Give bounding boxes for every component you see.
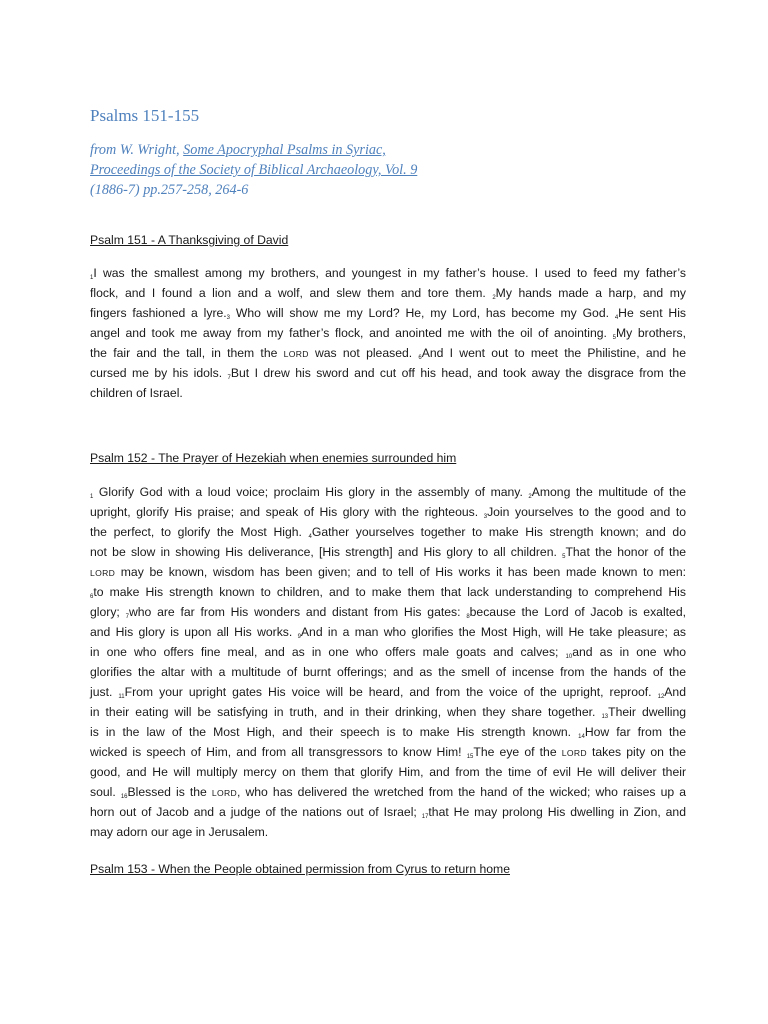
verse-number: 11 bbox=[118, 694, 125, 700]
verse-text: takes pity on the bbox=[586, 745, 687, 759]
verse-text: cursed me by his idols. bbox=[90, 366, 228, 380]
psalm-152-text bbox=[90, 482, 686, 842]
psalm-151-text bbox=[90, 263, 686, 403]
verse-number: 14 bbox=[578, 734, 585, 740]
citation-link-2[interactable]: Proceedings of the Society of Biblical Archaeology, Vol. 9 bbox=[90, 162, 418, 178]
text-line bbox=[90, 383, 686, 403]
verse-text: And in a man who glorifies the Most High, will He take pleasure; as bbox=[300, 625, 686, 639]
verse-number: 13 bbox=[601, 714, 609, 720]
verse-number: 10 bbox=[565, 654, 573, 660]
verse-number: 6 bbox=[418, 355, 422, 361]
verse-text: My hands made a harp, and my bbox=[495, 286, 686, 300]
verse-text: He sent His bbox=[618, 306, 686, 320]
citation-line-3: (1886-7) pp.257-258, 264-6 bbox=[90, 182, 249, 198]
verse-text: glorifies the altar with a multitude of burnt offerings; and as the smell of incense from the hands of the bbox=[90, 665, 686, 679]
text-line bbox=[90, 303, 686, 323]
verse-text: fingers fashioned a lyre. bbox=[90, 306, 227, 320]
small-caps-lord: LORD bbox=[90, 568, 116, 578]
verse-text: And I went out to meet the Philistine, and he bbox=[421, 346, 686, 360]
verse-text: The eye of the bbox=[473, 745, 562, 759]
verse-number: 3 bbox=[483, 514, 488, 520]
verse-text: and as in one who bbox=[572, 645, 686, 659]
text-line bbox=[90, 582, 686, 602]
verse-text: From your upright gates His voice will be heard, and from the voice of the upright, reproof. bbox=[124, 685, 658, 699]
verse-text: the fair and the tall, in them the bbox=[90, 346, 284, 360]
verse-text: Join yourselves to the good and to bbox=[487, 505, 686, 519]
verse-number: 5 bbox=[612, 335, 616, 341]
text-line bbox=[90, 742, 686, 762]
text-line bbox=[90, 762, 686, 782]
verse-number: 5 bbox=[562, 554, 566, 560]
citation-line-1 bbox=[90, 140, 417, 160]
text-line bbox=[90, 502, 686, 522]
text-line bbox=[90, 363, 686, 383]
text-line bbox=[90, 622, 686, 642]
psalm-152-heading: Psalm 152 - The Prayer of Hezekiah when enemies surrounded him bbox=[90, 451, 457, 465]
verse-text: that He may prolong His dwelling in Zion, and bbox=[428, 805, 686, 819]
verse-text: I was the smallest among my brothers, and youngest in my father’s house. I used to feed my father’s bbox=[93, 266, 686, 280]
verse-number: 2 bbox=[492, 295, 496, 301]
verse-number: 1 bbox=[90, 275, 94, 281]
text-line bbox=[90, 263, 686, 283]
verse-number: 1 bbox=[90, 494, 94, 500]
verse-number: 2 bbox=[528, 494, 532, 500]
verse-text: flock, and I found a lion and a wolf, and slew them and tore them. bbox=[90, 286, 493, 300]
verse-number: 6 bbox=[90, 594, 94, 600]
text-line bbox=[90, 802, 686, 822]
citation-line-2 bbox=[90, 160, 417, 180]
verse-text: in one who offers fine meal, and as in one who offers male goats and calves; bbox=[90, 645, 566, 659]
source-citation bbox=[90, 140, 417, 200]
verse-text: Among the multitude of the bbox=[531, 485, 686, 499]
citation-link-1[interactable]: Some Apocryphal Psalms in Syriac, bbox=[183, 142, 386, 158]
verse-number: 17 bbox=[421, 814, 429, 820]
verse-text: Who will show me my Lord? He, my Lord, has become my God. bbox=[230, 306, 615, 320]
verse-text: glory; bbox=[90, 605, 126, 619]
text-line bbox=[90, 682, 686, 702]
verse-text: just. bbox=[90, 685, 119, 699]
verse-text: was not pleased. bbox=[308, 346, 419, 360]
verse-text: That the honor of the bbox=[565, 545, 686, 559]
text-line bbox=[90, 522, 686, 542]
text-line bbox=[90, 542, 686, 562]
verse-text: How far from the bbox=[584, 725, 686, 739]
text-line bbox=[90, 482, 686, 502]
small-caps-lord: LORD bbox=[211, 788, 237, 798]
verse-number: 8 bbox=[466, 614, 470, 620]
verse-number: 4 bbox=[614, 315, 619, 321]
verse-text: may adorn our age in Jerusalem. bbox=[90, 825, 269, 839]
text-line bbox=[90, 662, 686, 682]
verse-text: But I drew his sword and cut off his head, and took away the disgrace from the bbox=[230, 366, 686, 380]
citation-prefix: from W. Wright, bbox=[90, 142, 184, 158]
verse-text: Glorify God with a loud voice; proclaim His glory in the assembly of many. bbox=[93, 485, 529, 499]
verse-text: Their dwelling bbox=[608, 705, 686, 719]
text-line bbox=[90, 702, 686, 722]
verse-text: My brothers, bbox=[615, 326, 686, 340]
text-line bbox=[90, 822, 686, 842]
psalm-153-heading: Psalm 153 - When the People obtained permission from Cyrus to return home bbox=[90, 862, 510, 876]
verse-text: in their eating will be satisfying in truth, and in their drinking, when they share together. bbox=[90, 705, 602, 719]
verse-text: upright, glorify His praise; and speak of His glory with the righteous. bbox=[90, 505, 484, 519]
text-line bbox=[90, 283, 686, 303]
text-line bbox=[90, 602, 686, 622]
text-line bbox=[90, 642, 686, 662]
verse-text: Blessed is the bbox=[127, 785, 212, 799]
verse-number: 12 bbox=[657, 694, 665, 700]
psalm-151-heading: Psalm 151 - A Thanksgiving of David bbox=[90, 233, 289, 247]
verse-text: children of Israel. bbox=[90, 386, 183, 400]
small-caps-lord: LORD bbox=[561, 748, 587, 758]
text-line bbox=[90, 722, 686, 742]
text-line bbox=[90, 343, 686, 363]
verse-text: to make His strength known to children, and to make them that lack understanding to comprehend His bbox=[93, 585, 686, 599]
page-title: Psalms 151-155 bbox=[90, 106, 200, 125]
text-line bbox=[90, 562, 686, 582]
verse-text: who are far from His wonders and distant from His gates: bbox=[128, 605, 467, 619]
verse-text: and His glory is upon all His works. bbox=[90, 625, 298, 639]
verse-text: not be slow in showing His deliverance, [His strength] and His glory to all children. bbox=[90, 545, 563, 559]
verse-number: 16 bbox=[120, 794, 128, 800]
verse-text: is in the law of the Most High, and their speech is to make His strength known. bbox=[90, 725, 579, 739]
verse-number: 7 bbox=[227, 375, 231, 381]
verse-number: 4 bbox=[308, 534, 312, 540]
verse-number: 3 bbox=[226, 315, 231, 321]
verse-text: And bbox=[664, 685, 686, 699]
verse-number: 9 bbox=[297, 634, 301, 640]
verse-text: angel and took me away from my father’s flock, and anointed me with the oil of anointing. bbox=[90, 326, 613, 340]
verse-text: horn out of Jacob and a judge of the nations out of Israel; bbox=[90, 805, 422, 819]
verse-text: Gather yourselves together to make His strength known; and do bbox=[311, 525, 686, 539]
verse-text: soul. bbox=[90, 785, 121, 799]
verse-text: , who has delivered the wretched from the hand of the wicked; who raises up a bbox=[237, 785, 686, 799]
verse-number: 15 bbox=[466, 754, 474, 760]
verse-text: good, and He will multiply mercy on them that glorify Him, and from the time of evil He will deliver their bbox=[90, 765, 686, 779]
text-line bbox=[90, 323, 686, 343]
small-caps-lord: LORD bbox=[283, 349, 309, 359]
verse-text: wicked is speech of Him, and from all transgressors to know Him! bbox=[90, 745, 467, 759]
verse-text: because the Lord of Jacob is exalted, bbox=[469, 605, 686, 619]
verse-text: may be known, wisdom has been given; and to tell of His works it has been made known to men: bbox=[115, 565, 686, 579]
text-line bbox=[90, 782, 686, 802]
verse-number: 7 bbox=[125, 614, 129, 620]
verse-text: the perfect, to glorify the Most High. bbox=[90, 525, 309, 539]
